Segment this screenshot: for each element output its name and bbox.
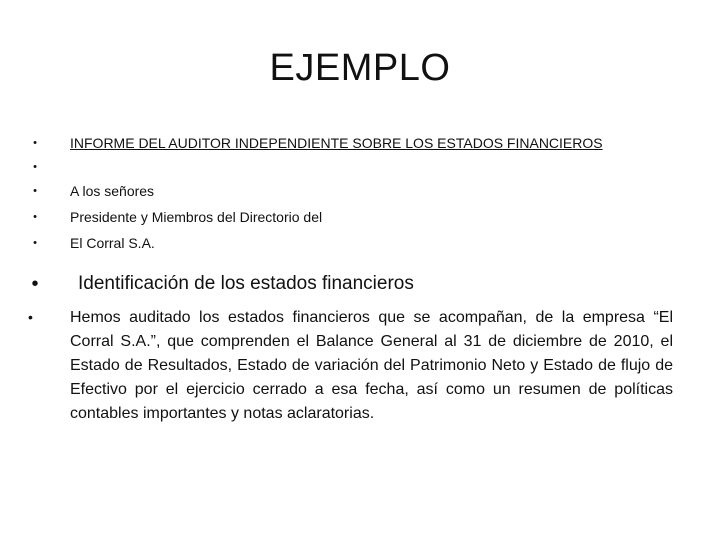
addressee-line-3: El Corral S.A. (70, 235, 155, 251)
bullet-marker: • (28, 309, 33, 325)
bullet-marker: • (33, 237, 37, 249)
report-heading: INFORME DEL AUDITOR INDEPENDIENTE SOBRE LOS ESTADOS FINANCIEROS (70, 135, 603, 151)
addressee-line-2: Presidente y Miembros del Directorio del (70, 209, 323, 225)
bullet-marker: • (33, 211, 37, 223)
body-paragraph: Hemos auditado los estados financieros que se acompañan, de la empresa “El Corral S.A.”, que comprenden el Balance General al 31 de diciembre de 2010, el Estado de Resultados, Estado de variación del Patrimonio Neto y Estado de flujo de Efectivo por el ejercicio cerrado a esa fecha, así como un resumen de políticas contables importantes y notas aclaratorias. (70, 309, 673, 422)
bullet-marker: • (33, 161, 37, 173)
bullet-marker: • (31, 273, 39, 295)
addressee-line-1: A los señores (70, 183, 155, 199)
section-heading: Identificación de los estados financieros (78, 273, 414, 294)
bullet-marker: • (33, 137, 37, 149)
slide-title: EJEMPLO (269, 47, 451, 89)
bullet-marker: • (33, 185, 37, 197)
